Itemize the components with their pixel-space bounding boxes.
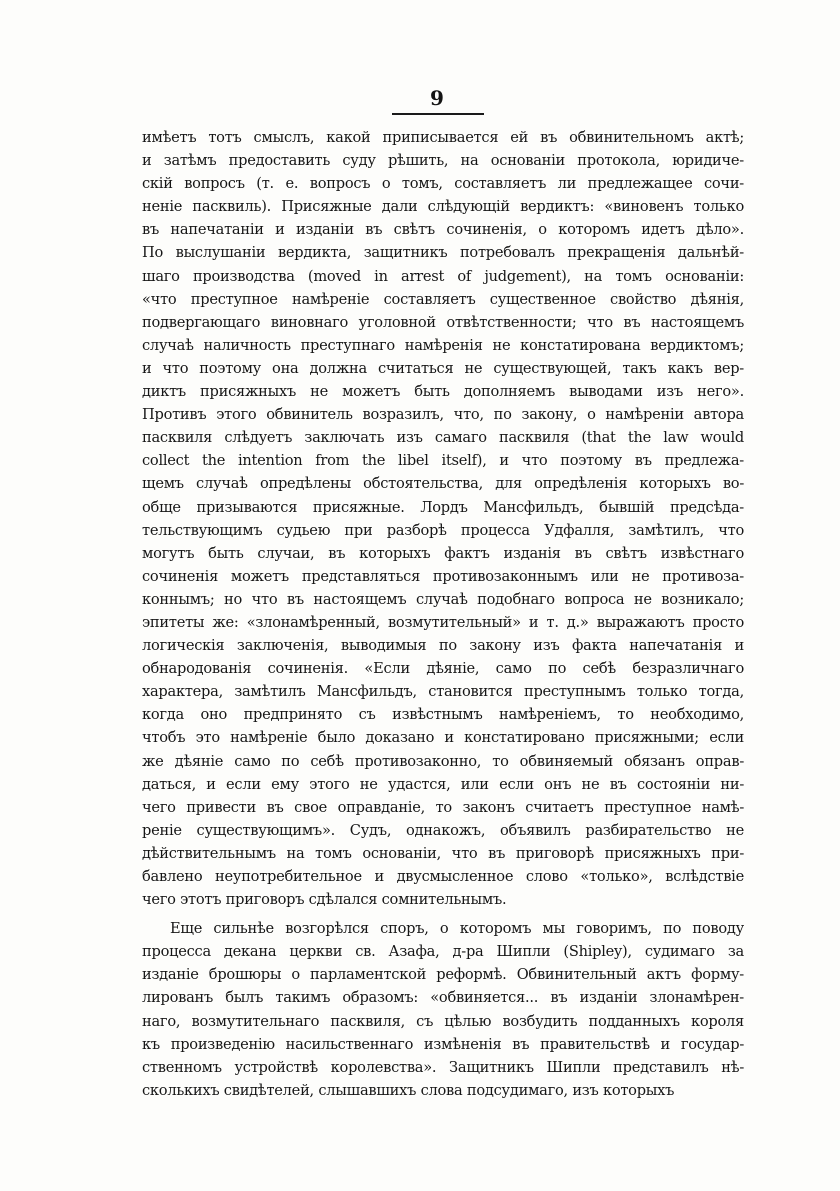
- page-number-rule: [392, 113, 484, 115]
- text-line: логическія заключенія, выводимыя по закону изъ факта напечатанія и: [142, 637, 744, 655]
- text-line: «что преступное намѣреніе составляетъ существенное свойство дѣянія,: [142, 290, 744, 308]
- text-line: сочиненія можетъ представляться противозаконнымъ или не противоза-: [142, 567, 744, 585]
- text-line: характера, замѣтилъ Мансфильдъ, становится преступнымъ только тогда,: [142, 683, 744, 701]
- text-line: когда оно предпринято съ извѣстнымъ намѣреніемъ, то необходимо,: [142, 706, 744, 724]
- text-line: наго, возмутительнаго пасквиля, съ цѣлью возбудить подданныхъ короля: [142, 1012, 744, 1030]
- text-line: бавлено неупотребительное и двусмысленное слово «только», вслѣдствіе: [142, 868, 744, 885]
- text-line: въ напечатаніи и изданіи въ свѣтъ сочиненія, о которомъ идетъ дѣло».: [142, 221, 744, 239]
- text-line: къ произведенію насильственнаго измѣненія въ правительствѣ и государ-: [142, 1035, 744, 1053]
- text-line: По выслушаніи вердикта, защитникъ потребовалъ прекращенія дальнѣй-: [142, 244, 744, 262]
- text-body: [142, 126, 744, 1102]
- text-line: скій вопросъ (т. е. вопросъ о томъ, составляетъ ли предлежащее сочи-: [142, 175, 744, 193]
- text-line: неніе пасквиль). Присяжные дали слѣдующій вердиктъ: «виновенъ только: [142, 198, 744, 216]
- text-line: и что поэтому она должна считаться не существующей, такъ какъ вер-: [142, 359, 744, 377]
- text-line: обнародованія сочиненія. «Если дѣяніе, само по себѣ безразличнаго: [142, 660, 744, 678]
- text-line: и затѣмъ предоставить суду рѣшить, на основаніи протокола, юридиче-: [142, 152, 744, 170]
- text-line: диктъ присяжныхъ не можетъ быть дополняемъ выводами изъ него».: [142, 383, 744, 401]
- text-line: эпитеты же: «злонамѣренный, возмутительный» и т. д.» выражаютъ просто: [142, 613, 744, 631]
- text-line: щемъ случаѣ опредѣлены обстоятельства, для опредѣленія которыхъ во-: [142, 475, 744, 493]
- text-line: изданіе брошюры о парламентской реформѣ. Обвинительный актъ форму-: [142, 966, 744, 984]
- text-line: collect the intention from the libel itself), и что поэтому въ предлежа-: [142, 452, 744, 470]
- text-line: коннымъ; но что въ настоящемъ случаѣ подобнаго вопроса не возникало;: [142, 590, 744, 608]
- text-line: лированъ былъ такимъ образомъ: «обвиняется... въ изданіи злонамѣрен-: [142, 989, 744, 1007]
- text-line: Противъ этого обвинитель возразилъ, что, по закону, о намѣреніи автора: [142, 406, 744, 424]
- paragraph: [142, 126, 744, 911]
- text-line: чего привести въ свое оправданіе, то законъ считаетъ преступное намѣ-: [142, 798, 744, 816]
- text-line: случаѣ наличность преступнаго намѣренія не констатирована вердиктомъ;: [142, 336, 744, 354]
- text-line: имѣетъ тотъ смыслъ, какой приписывается ей въ обвинительномъ актѣ;: [142, 129, 744, 146]
- text-line: могутъ быть случаи, въ которыхъ фактъ изданія въ свѣтъ извѣстнаго: [142, 544, 744, 562]
- text-line: подвергающаго виновнаго уголовной отвѣтственности; что въ настоящемъ: [142, 313, 744, 331]
- text-line: чего этотъ приговоръ сдѣлался сомнительнымъ.: [142, 891, 507, 909]
- text-line: дѣйствительнымъ на томъ основаніи, что въ приговорѣ присяжныхъ при-: [142, 844, 744, 862]
- page-number: 9: [430, 86, 444, 110]
- text-line: пасквиля слѣдуетъ заключать изъ самаго пасквиля (that the law would: [142, 429, 744, 447]
- text-line: реніе существующимъ». Судъ, однакожъ, объявилъ разбирательство не: [142, 821, 744, 839]
- text-line: чтобъ это намѣреніе было доказано и констатировано присяжными; если: [142, 729, 744, 747]
- text-line: шаго производства (moved in arrest of judgement), на томъ основаніи:: [142, 267, 744, 285]
- text-line: процесса декана церкви св. Азафа, д-ра Шипли (Shipley), судимаго за: [142, 943, 744, 961]
- text-line: ственномъ устройствѣ королевства». Защитникъ Шипли представилъ нѣ-: [142, 1058, 744, 1076]
- paragraph: [142, 917, 744, 1102]
- text-line: же дѣяніе само по себѣ противозаконно, то обвиняемый обязанъ оправ-: [142, 752, 744, 770]
- text-line: даться, и если ему этого не удастся, или если онъ не въ состояніи ни-: [142, 775, 744, 793]
- text-line: сколькихъ свидѣтелей, слышавшихъ слова подсудимаго, изъ которыхъ: [142, 1081, 675, 1099]
- text-line: обще призываются присяжные. Лордъ Мансфильдъ, бывшій предсѣда-: [142, 498, 744, 516]
- text-line: тельствующимъ судьею при разборѣ процесса Удфалля, замѣтилъ, что: [142, 521, 744, 539]
- text-line: Еще сильнѣе возгорѣлся споръ, о которомъ мы говоримъ, по поводу: [170, 920, 744, 938]
